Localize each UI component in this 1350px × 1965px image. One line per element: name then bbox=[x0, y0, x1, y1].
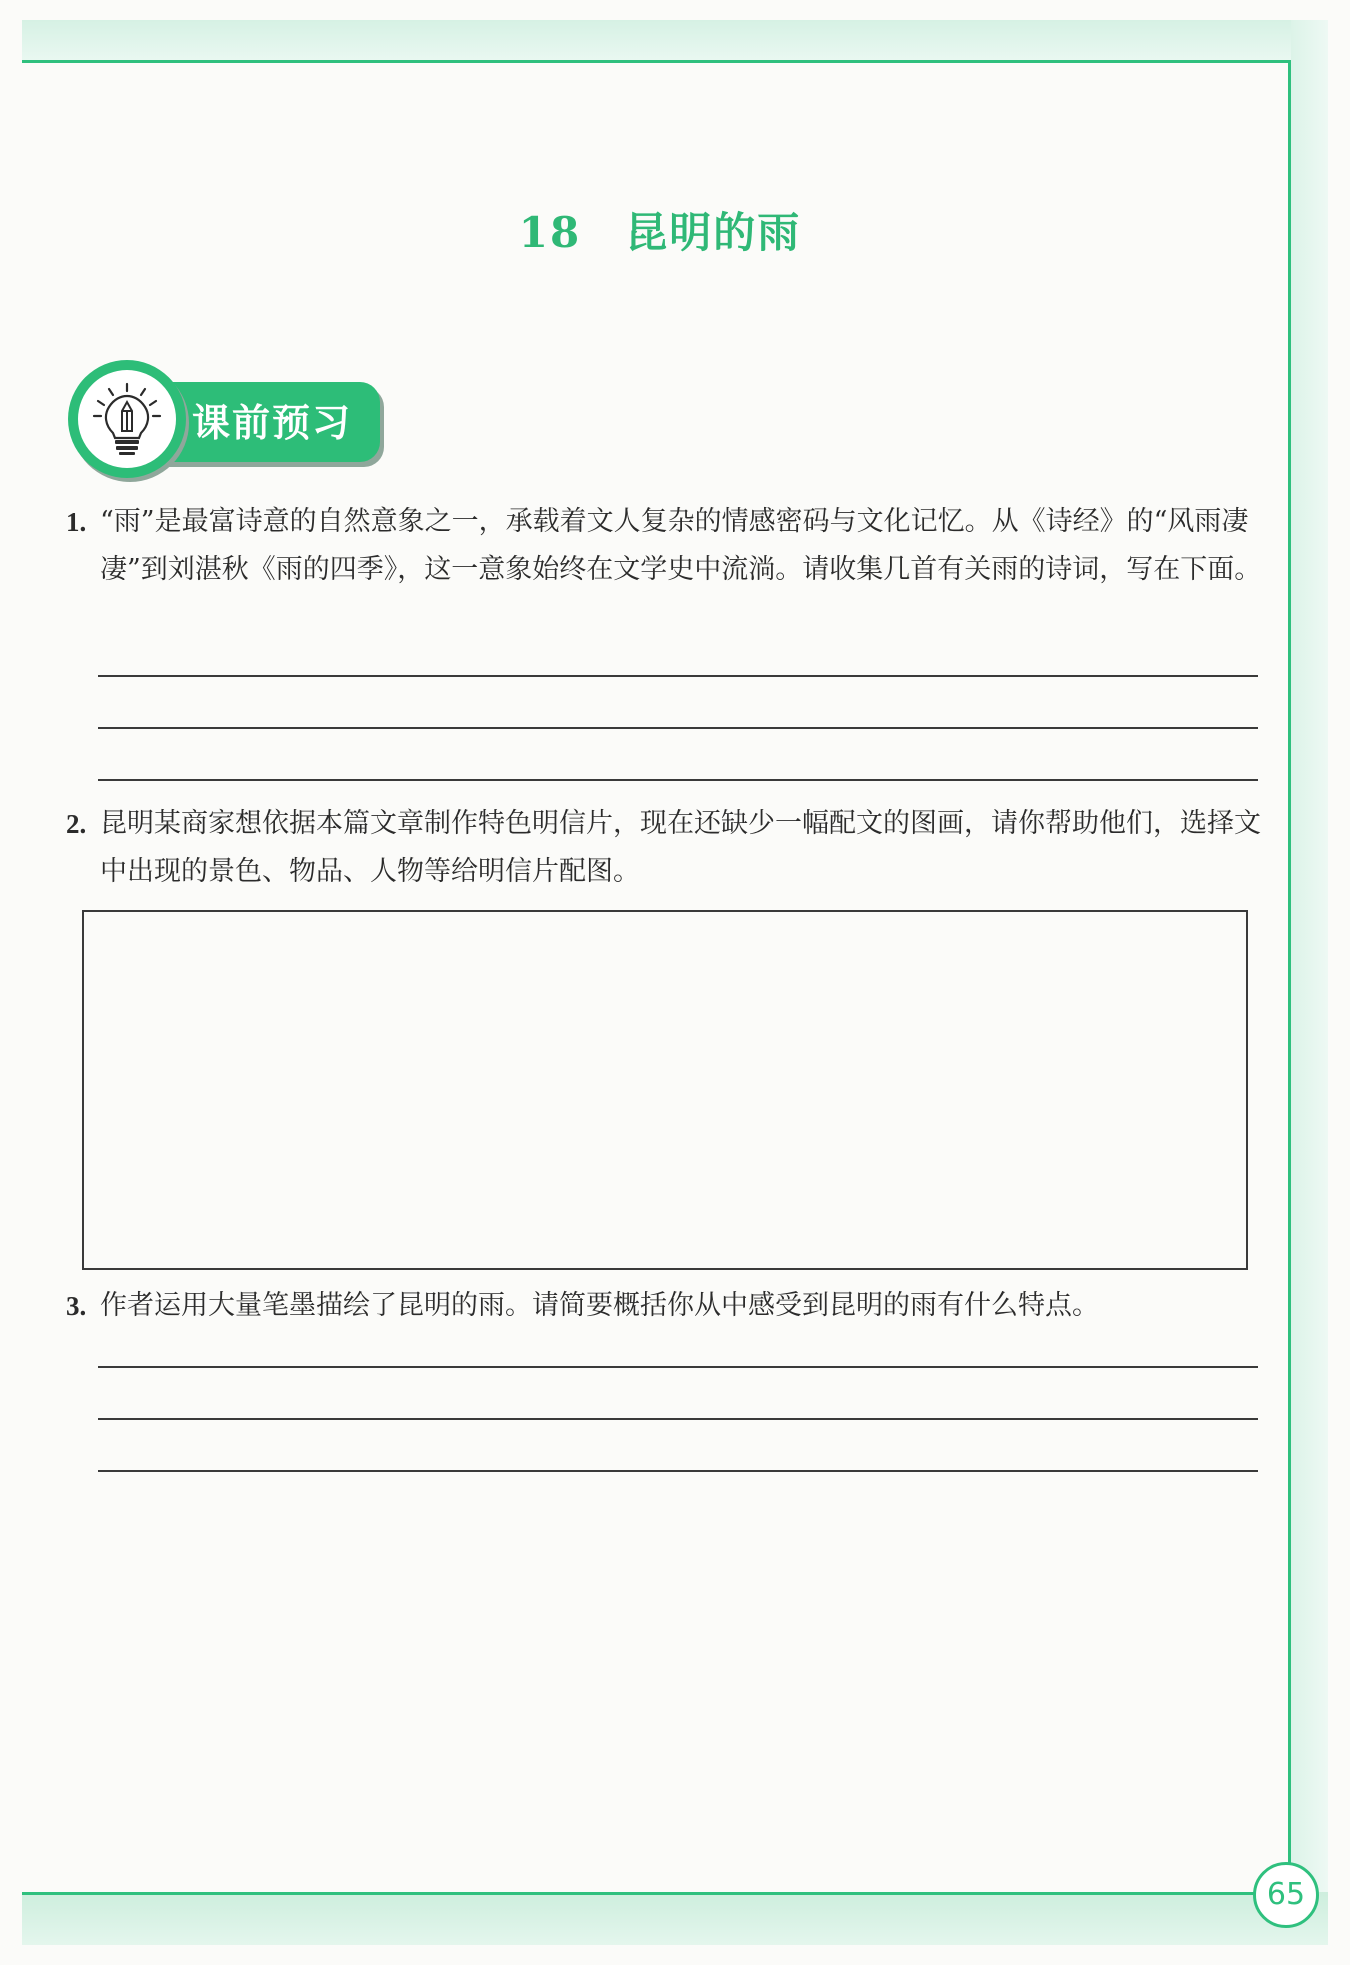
bottom-rule bbox=[22, 1892, 1256, 1895]
answer-line[interactable] bbox=[98, 727, 1258, 729]
page-number: 65 bbox=[1253, 1862, 1319, 1928]
top-decor-band bbox=[22, 20, 1328, 60]
answer-line[interactable] bbox=[98, 1470, 1258, 1472]
drawing-box[interactable] bbox=[82, 910, 1248, 1270]
lightbulb-pencil-icon bbox=[78, 370, 176, 468]
lesson-number: 18 bbox=[518, 208, 582, 257]
right-rule bbox=[1288, 60, 1291, 1892]
question-number: 1. bbox=[66, 507, 87, 537]
section-badge bbox=[68, 360, 386, 488]
lesson-title bbox=[0, 200, 1320, 260]
lesson-title-text: 昆明的雨 bbox=[625, 208, 802, 257]
question-text: “雨”是最富诗意的自然意象之一，承载着文人复杂的情感密码与文化记忆。从《诗经》的“风雨凄凄”到刘湛秋《雨的四季》，这一意象始终在文学史中流淌。请收集几首有关雨的诗词，写在下面。 bbox=[100, 506, 1262, 585]
answer-line[interactable] bbox=[98, 675, 1258, 677]
bottom-decor-band bbox=[22, 1892, 1328, 1945]
top-rule bbox=[22, 60, 1290, 63]
section-badge-circle bbox=[68, 360, 186, 478]
answer-line[interactable] bbox=[98, 1366, 1258, 1368]
question-text: 作者运用大量笔墨描绘了昆明的雨。请简要概括你从中感受到昆明的雨有什么特点。 bbox=[100, 1290, 1099, 1321]
answer-line[interactable] bbox=[98, 1418, 1258, 1420]
section-label: 课前预习 bbox=[192, 401, 353, 445]
question-number: 3. bbox=[66, 1291, 87, 1321]
question-number: 2. bbox=[66, 809, 87, 839]
question-2 bbox=[66, 800, 1266, 896]
question-text: 昆明某商家想依据本篇文章制作特色明信片，现在还缺少一幅配文的图画，请你帮助他们，选择文中出现的景色、物品、人物等给明信片配图。 bbox=[100, 808, 1261, 887]
answer-line[interactable] bbox=[98, 779, 1258, 781]
question-1 bbox=[66, 498, 1266, 594]
right-decor-band bbox=[1291, 20, 1328, 1945]
question-3 bbox=[66, 1282, 1266, 1330]
